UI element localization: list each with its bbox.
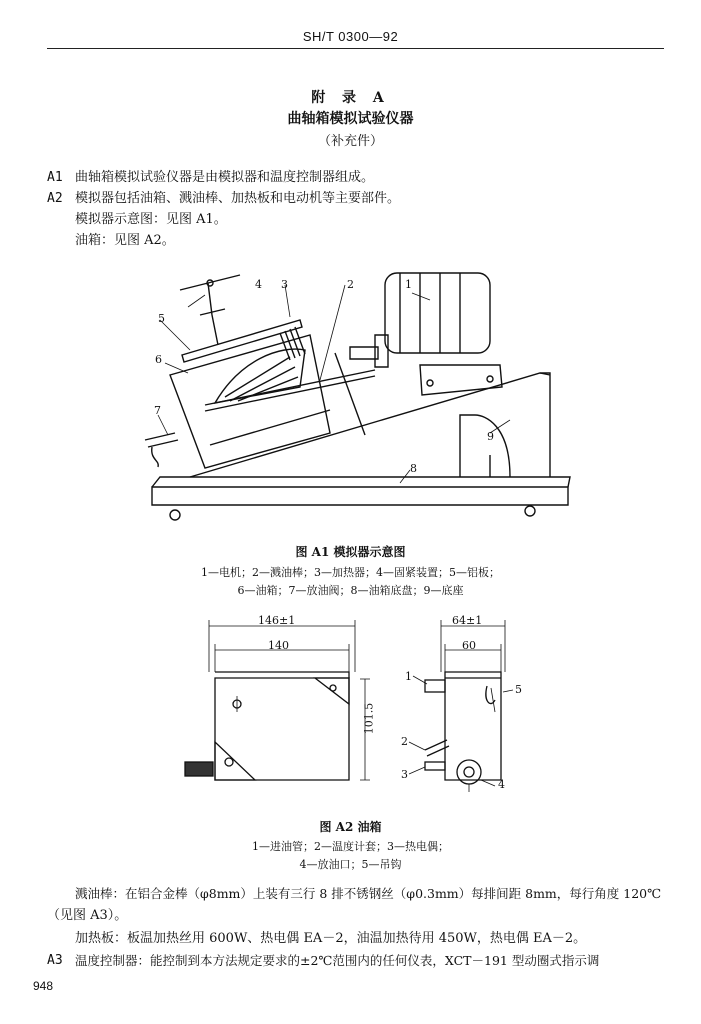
a1-callout-5: 5 bbox=[158, 312, 165, 325]
clause-a3-text: 温度控制器：能控制到本方法规定要求的±2℃范围内的任何仪表，XCT－191 型动圈式指示调 bbox=[75, 953, 600, 968]
a1-callout-6: 6 bbox=[155, 353, 162, 366]
clause-a2-label: A2 bbox=[47, 191, 63, 206]
a1-callout-2: 2 bbox=[347, 278, 354, 291]
splash-rod-line1: 溅油棒：在铝合金棒（φ8mm）上装有三行 8 排不锈钢丝（φ0.3mm）每排间距 8mm，每行角度 120℃ bbox=[75, 886, 662, 901]
figure-a2-side-view bbox=[395, 612, 525, 792]
clause-a2-text: 模拟器包括油箱、溅油棒、加热板和电动机等主要部件。 bbox=[75, 191, 401, 206]
a1-callout-7: 7 bbox=[154, 404, 161, 417]
clause-a2-line3: 油箱：见图 A2。 bbox=[75, 233, 175, 248]
a2-callout-5: 5 bbox=[515, 683, 522, 696]
figure-a1-legend-line2: 6—油箱；7—放油阀；8—油箱底盘；9—底座 bbox=[237, 584, 464, 597]
figure-a1-caption: 图 A1 模拟器示意图 bbox=[295, 545, 406, 559]
a2-callout-1: 1 bbox=[405, 670, 412, 683]
figure-a2-legend-line2: 4—放油口；5—吊钩 bbox=[299, 858, 402, 871]
a1-callout-3: 3 bbox=[281, 278, 288, 291]
a1-callout-1: 1 bbox=[405, 278, 412, 291]
a2-dim-outer-side: 64±1 bbox=[452, 614, 483, 627]
a2-callout-2: 2 bbox=[401, 735, 408, 748]
appendix-title: 附 录 A bbox=[311, 90, 390, 106]
splash-rod-line2: （见图 A3）。 bbox=[47, 908, 128, 923]
a2-dim-inner-side: 60 bbox=[462, 639, 476, 652]
clause-a3-label: A3 bbox=[47, 953, 63, 968]
a2-callout-4: 4 bbox=[498, 778, 505, 791]
appendix-subtitle: 曲轴箱模拟试验仪器 bbox=[287, 111, 414, 127]
page-number: 948 bbox=[33, 979, 54, 993]
a2-dim-inner-front: 140 bbox=[268, 639, 289, 652]
figure-a2-caption: 图 A2 油箱 bbox=[319, 820, 382, 834]
heater-plate-line: 加热板：板温加热丝用 600W、热电偶 EA－2，油温加热待用 450W，热电偶 EA－2。 bbox=[75, 931, 587, 946]
clause-a2-line2: 模拟器示意图：见图 A1。 bbox=[75, 212, 227, 227]
figure-a1-simulator-drawing bbox=[130, 255, 590, 525]
figure-a1-legend-line1: 1—电机；2—溅油棒；3—加热器；4—固紧装置；5—铝板； bbox=[201, 566, 500, 579]
a1-callout-8: 8 bbox=[410, 462, 417, 475]
page-header-code: SH/T 0300—92 bbox=[302, 29, 399, 44]
a2-callout-3: 3 bbox=[401, 768, 408, 781]
a1-callout-9: 9 bbox=[487, 430, 494, 443]
appendix-note: （补充件） bbox=[317, 134, 383, 149]
header-rule bbox=[47, 48, 664, 49]
a2-dim-height: 101.5 bbox=[362, 702, 376, 735]
figure-a2-legend-line1: 1—进油管；2—温度计套；3—热电偶； bbox=[252, 840, 449, 853]
a1-callout-4: 4 bbox=[255, 278, 262, 291]
clause-a1-text: 曲轴箱模拟试验仪器是由模拟器和温度控制器组成。 bbox=[75, 170, 375, 185]
a2-dim-outer-front: 146±1 bbox=[258, 614, 296, 627]
clause-a1-label: A1 bbox=[47, 170, 63, 185]
